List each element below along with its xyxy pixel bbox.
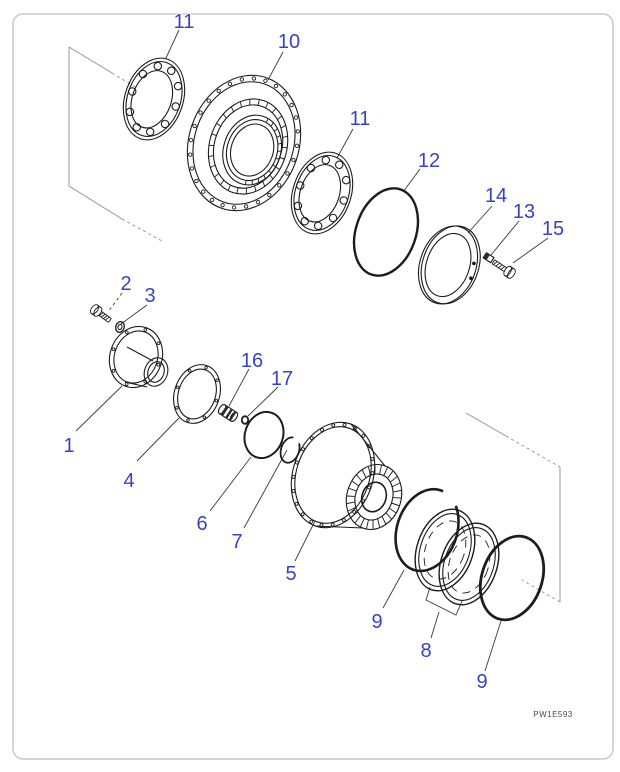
callout-2: 2 <box>120 273 132 295</box>
callout-10: 10 <box>277 31 301 53</box>
callout-12: 12 <box>417 150 441 172</box>
callout-9-right: 9 <box>476 671 488 693</box>
callout-11-top: 11 <box>173 11 195 33</box>
callout-5: 5 <box>285 563 297 585</box>
figure-code: PW1E593 <box>533 710 573 719</box>
callout-6: 6 <box>196 513 208 535</box>
callout-1: 1 <box>63 435 75 457</box>
callout-8: 8 <box>420 640 432 662</box>
callout-17: 17 <box>270 368 294 390</box>
callout-3: 3 <box>144 285 156 307</box>
callout-13: 13 <box>512 201 536 223</box>
callout-7: 7 <box>231 531 243 553</box>
callout-9-left: 9 <box>371 611 383 633</box>
callout-14: 14 <box>484 185 508 207</box>
page-frame <box>13 14 613 759</box>
callout-15: 15 <box>541 218 565 240</box>
callout-11-mid: 11 <box>349 108 371 130</box>
callout-4: 4 <box>123 470 135 492</box>
callout-16: 16 <box>240 350 264 372</box>
